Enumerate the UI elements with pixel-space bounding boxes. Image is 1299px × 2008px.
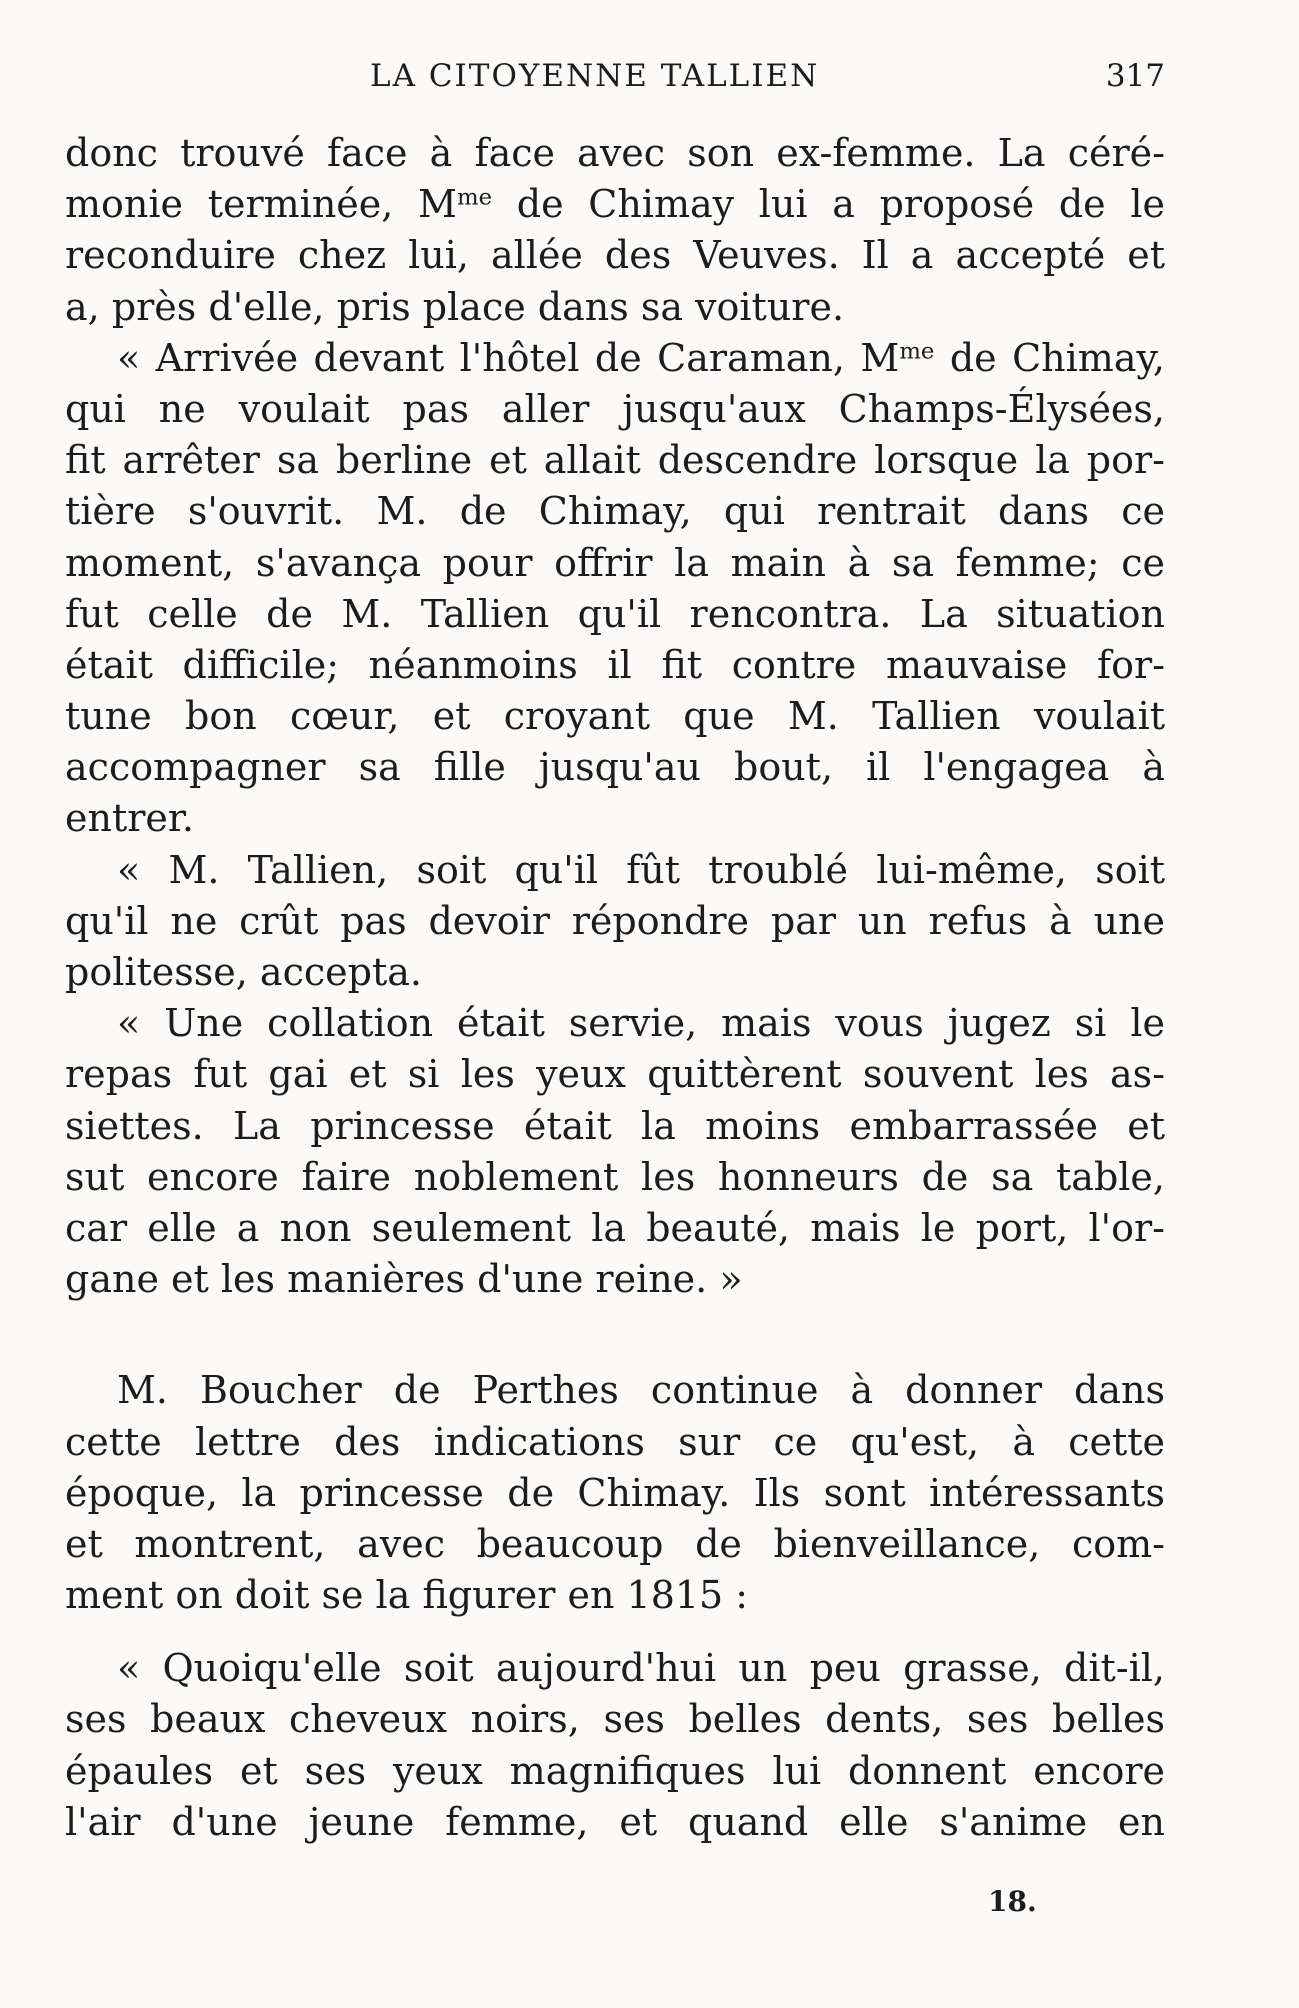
text-line: tière s'ouvrit. M. de Chimay, qui rentrait dans ce — [65, 489, 1165, 534]
paragraph-4 — [65, 998, 1165, 1305]
section-gap — [65, 1621, 1165, 1643]
text-line: qu'il ne crût pas devoir répondre par un refus à une — [65, 898, 1165, 943]
text-line: « Quoiqu'elle soit aujourd'hui un peu grasse, dit-il, — [117, 1646, 1165, 1691]
text-line: reconduire chez lui, allée des Veuves. Il a accepté et — [65, 233, 1165, 278]
running-header — [300, 58, 1180, 108]
text-line: l'air d'une jeune femme, et quand elle s'anime en — [65, 1799, 1165, 1844]
text-line: entrer. — [65, 796, 194, 841]
paragraph-2 — [65, 333, 1165, 845]
paragraph-5 — [65, 1365, 1165, 1621]
text-line: ment on doit se la figurer en 1815 : — [65, 1573, 749, 1618]
text-line: gane et les manières d'une reine. » — [65, 1257, 743, 1302]
paragraph-6 — [65, 1643, 1165, 1848]
paragraph-3 — [65, 845, 1165, 999]
section-gap — [65, 1305, 1165, 1365]
text-line: épaules et ses yeux magnifiques lui donnent encore — [65, 1748, 1165, 1793]
text-line: siettes. La princesse était la moins embarrassée et — [65, 1103, 1165, 1148]
text-line: ses beaux cheveux noirs, ses belles dents, ses belles — [65, 1697, 1165, 1742]
paragraph-1 — [65, 128, 1165, 333]
page-number: 317 — [1105, 58, 1165, 94]
text-line: politesse, accepta. — [65, 950, 422, 994]
text-line: était difficile; néanmoins il fit contre mauvaise for- — [65, 642, 1165, 687]
text-line: sut encore faire noblement les honneurs de sa table, — [65, 1154, 1165, 1199]
text-line: époque, la princesse de Chimay. Ils sont intéressants — [65, 1470, 1165, 1515]
signature-mark: 18. — [988, 1885, 1037, 1918]
text-line: moment, s'avança pour offrir la main à sa femme; ce — [65, 540, 1165, 585]
text-line: cette lettre des indications sur ce qu'est, à cette — [65, 1419, 1165, 1464]
text-line: repas fut gai et si les yeux quittèrent souvent les as- — [65, 1052, 1165, 1097]
text-line: tune bon cœur, et croyant que M. Tallien voulait — [65, 694, 1165, 739]
text-line: fit arrêter sa berline et allait descendre lorsque la por- — [65, 438, 1165, 483]
text-line: monie terminée, $M^{me}$ de Chimay lui a proposé de le — [65, 182, 1165, 227]
text-line: « M. Tallien, soit qu'il fût troublé lui-même, soit — [117, 847, 1165, 892]
running-title: LA CITOYENNE TALLIEN — [370, 58, 820, 94]
text-line: et montrent, avec beaucoup de bienveillance, com- — [65, 1521, 1165, 1566]
text-line: M. Boucher de Perthes continue à donner dans — [117, 1368, 1165, 1413]
text-line: accompagner sa fille jusqu'au bout, il l'engagea à — [65, 745, 1165, 790]
text-line: « Arrivée devant l'hôtel de Caraman, $M^{me}$ de Chimay, — [117, 335, 1165, 380]
text-line: donc trouvé face à face avec son ex-femme. La céré- — [65, 131, 1165, 175]
text-line: « Une collation était servie, mais vous jugez si le — [117, 1001, 1165, 1046]
text-line: car elle a non seulement la beauté, mais le port, l'or- — [65, 1205, 1165, 1250]
text-line: fut celle de M. Tallien qu'il rencontra. La situation — [65, 591, 1165, 636]
text-line: a, près d'elle, pris place dans sa voiture. — [65, 284, 845, 329]
text-line: qui ne voulait pas aller jusqu'aux Champs-Élysées, — [65, 386, 1165, 431]
body-text — [65, 128, 1165, 1848]
